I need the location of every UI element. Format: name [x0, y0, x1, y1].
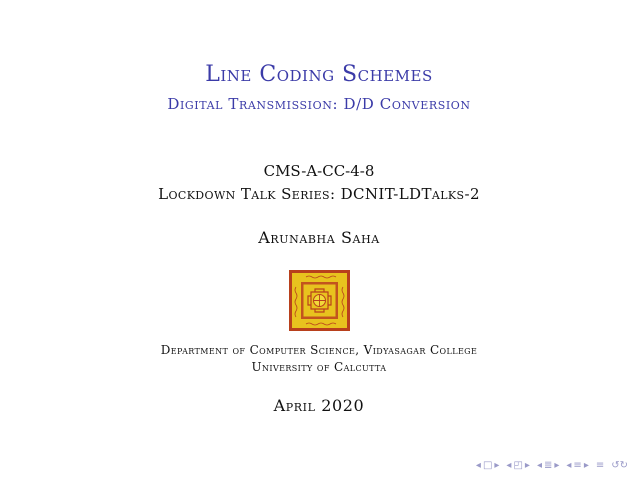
triangle-right-icon[interactable]: ▸	[524, 460, 530, 471]
talk-series: Lockdown Talk Series: DCNIT-LDTalks-2	[158, 185, 480, 203]
beamer-navigation-bar	[476, 461, 628, 471]
slide-title: Line Coding Schemes	[205, 62, 433, 87]
nav-frame-group	[476, 461, 500, 471]
search-icon[interactable]: ↺↻	[611, 460, 628, 471]
nav-presentation-group	[566, 461, 588, 471]
triangle-left-icon[interactable]: ◂	[536, 460, 542, 471]
triangle-right-icon[interactable]: ▸	[494, 460, 500, 471]
nav-subsection-group	[506, 461, 530, 471]
subsection-icon[interactable]: ◰	[513, 460, 523, 471]
frame-icon[interactable]: □	[482, 460, 493, 471]
college-logo	[289, 270, 350, 331]
university: University of Calcutta	[251, 360, 387, 374]
triangle-right-icon[interactable]: ▸	[554, 460, 560, 471]
triangle-right-icon[interactable]: ▸	[583, 460, 589, 471]
triangle-left-icon[interactable]: ◂	[506, 460, 512, 471]
section-icon[interactable]: ≣	[543, 460, 553, 471]
slide-subtitle: Digital Transmission: D/D Conversion	[167, 95, 471, 113]
align-icon[interactable]: ≡	[595, 460, 605, 471]
nav-section-group	[537, 461, 559, 471]
presentation-date: April 2020	[273, 396, 365, 415]
department: Department of Computer Science, Vidyasagar College	[160, 343, 478, 357]
course-code: CMS-A-CC-4-8	[263, 162, 375, 180]
triangle-left-icon[interactable]: ◂	[475, 460, 481, 471]
section-alt-icon[interactable]: ≡	[573, 460, 582, 471]
triangle-left-icon[interactable]: ◂	[566, 460, 572, 471]
author-name: Arunabha Saha	[258, 228, 380, 247]
